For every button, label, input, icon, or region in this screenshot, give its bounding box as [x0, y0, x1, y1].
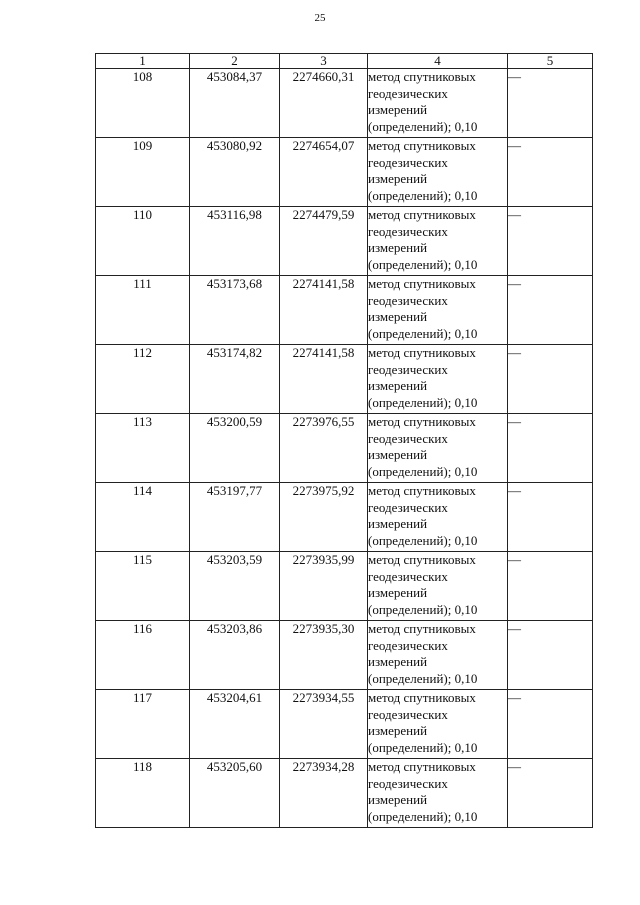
- y-coordinate-cell: 2274479,59: [280, 207, 368, 276]
- point-number-cell: 114: [96, 483, 190, 552]
- table-header-row: [96, 54, 593, 69]
- x-coordinate-cell: 453203,86: [190, 621, 280, 690]
- point-number-cell: 116: [96, 621, 190, 690]
- point-number-cell: 118: [96, 759, 190, 828]
- column-header-3: 3: [280, 54, 368, 69]
- method-accuracy-cell: метод спутниковых геодезических измерений (определений); 0,10: [368, 690, 508, 759]
- x-coordinate-cell: 453080,92: [190, 138, 280, 207]
- x-coordinate-cell: 453116,98: [190, 207, 280, 276]
- table-row: [96, 759, 593, 828]
- y-coordinate-cell: 2274141,58: [280, 345, 368, 414]
- y-coordinate-cell: 2273935,30: [280, 621, 368, 690]
- note-cell: —: [508, 276, 593, 345]
- x-coordinate-cell: 453084,37: [190, 69, 280, 138]
- point-number-cell: 108: [96, 69, 190, 138]
- point-number-cell: 111: [96, 276, 190, 345]
- note-cell: —: [508, 69, 593, 138]
- note-cell: —: [508, 345, 593, 414]
- column-header-4: 4: [368, 54, 508, 69]
- column-header-5: 5: [508, 54, 593, 69]
- method-accuracy-cell: метод спутниковых геодезических измерений (определений); 0,10: [368, 69, 508, 138]
- x-coordinate-cell: 453204,61: [190, 690, 280, 759]
- table-row: [96, 138, 593, 207]
- note-cell: —: [508, 690, 593, 759]
- note-cell: —: [508, 138, 593, 207]
- note-cell: —: [508, 621, 593, 690]
- method-accuracy-cell: метод спутниковых геодезических измерений (определений); 0,10: [368, 276, 508, 345]
- table-row: [96, 690, 593, 759]
- note-cell: —: [508, 483, 593, 552]
- note-cell: —: [508, 759, 593, 828]
- table-row: [96, 552, 593, 621]
- note-cell: —: [508, 207, 593, 276]
- x-coordinate-cell: 453173,68: [190, 276, 280, 345]
- y-coordinate-cell: 2274141,58: [280, 276, 368, 345]
- y-coordinate-cell: 2273935,99: [280, 552, 368, 621]
- x-coordinate-cell: 453203,59: [190, 552, 280, 621]
- method-accuracy-cell: метод спутниковых геодезических измерений (определений); 0,10: [368, 138, 508, 207]
- table-row: [96, 207, 593, 276]
- x-coordinate-cell: 453174,82: [190, 345, 280, 414]
- x-coordinate-cell: 453205,60: [190, 759, 280, 828]
- column-header-2: 2: [190, 54, 280, 69]
- point-number-cell: 117: [96, 690, 190, 759]
- y-coordinate-cell: 2273934,55: [280, 690, 368, 759]
- table-row: [96, 483, 593, 552]
- coordinates-table: [95, 53, 593, 828]
- point-number-cell: 113: [96, 414, 190, 483]
- method-accuracy-cell: метод спутниковых геодезических измерений (определений); 0,10: [368, 207, 508, 276]
- table-body: [96, 69, 593, 828]
- method-accuracy-cell: метод спутниковых геодезических измерений (определений); 0,10: [368, 759, 508, 828]
- method-accuracy-cell: метод спутниковых геодезических измерений (определений); 0,10: [368, 345, 508, 414]
- point-number-cell: 109: [96, 138, 190, 207]
- x-coordinate-cell: 453197,77: [190, 483, 280, 552]
- method-accuracy-cell: метод спутниковых геодезических измерений (определений); 0,10: [368, 552, 508, 621]
- table-row: [96, 414, 593, 483]
- page-number: 25: [314, 12, 326, 24]
- note-cell: —: [508, 414, 593, 483]
- table-row: [96, 276, 593, 345]
- y-coordinate-cell: 2273976,55: [280, 414, 368, 483]
- method-accuracy-cell: метод спутниковых геодезических измерений (определений); 0,10: [368, 483, 508, 552]
- column-header-1: 1: [96, 54, 190, 69]
- table-row: [96, 621, 593, 690]
- y-coordinate-cell: 2274660,31: [280, 69, 368, 138]
- y-coordinate-cell: 2273975,92: [280, 483, 368, 552]
- method-accuracy-cell: метод спутниковых геодезических измерений (определений); 0,10: [368, 621, 508, 690]
- point-number-cell: 110: [96, 207, 190, 276]
- method-accuracy-cell: метод спутниковых геодезических измерений (определений); 0,10: [368, 414, 508, 483]
- y-coordinate-cell: 2274654,07: [280, 138, 368, 207]
- x-coordinate-cell: 453200,59: [190, 414, 280, 483]
- table-row: [96, 69, 593, 138]
- y-coordinate-cell: 2273934,28: [280, 759, 368, 828]
- point-number-cell: 115: [96, 552, 190, 621]
- point-number-cell: 112: [96, 345, 190, 414]
- note-cell: —: [508, 552, 593, 621]
- table-row: [96, 345, 593, 414]
